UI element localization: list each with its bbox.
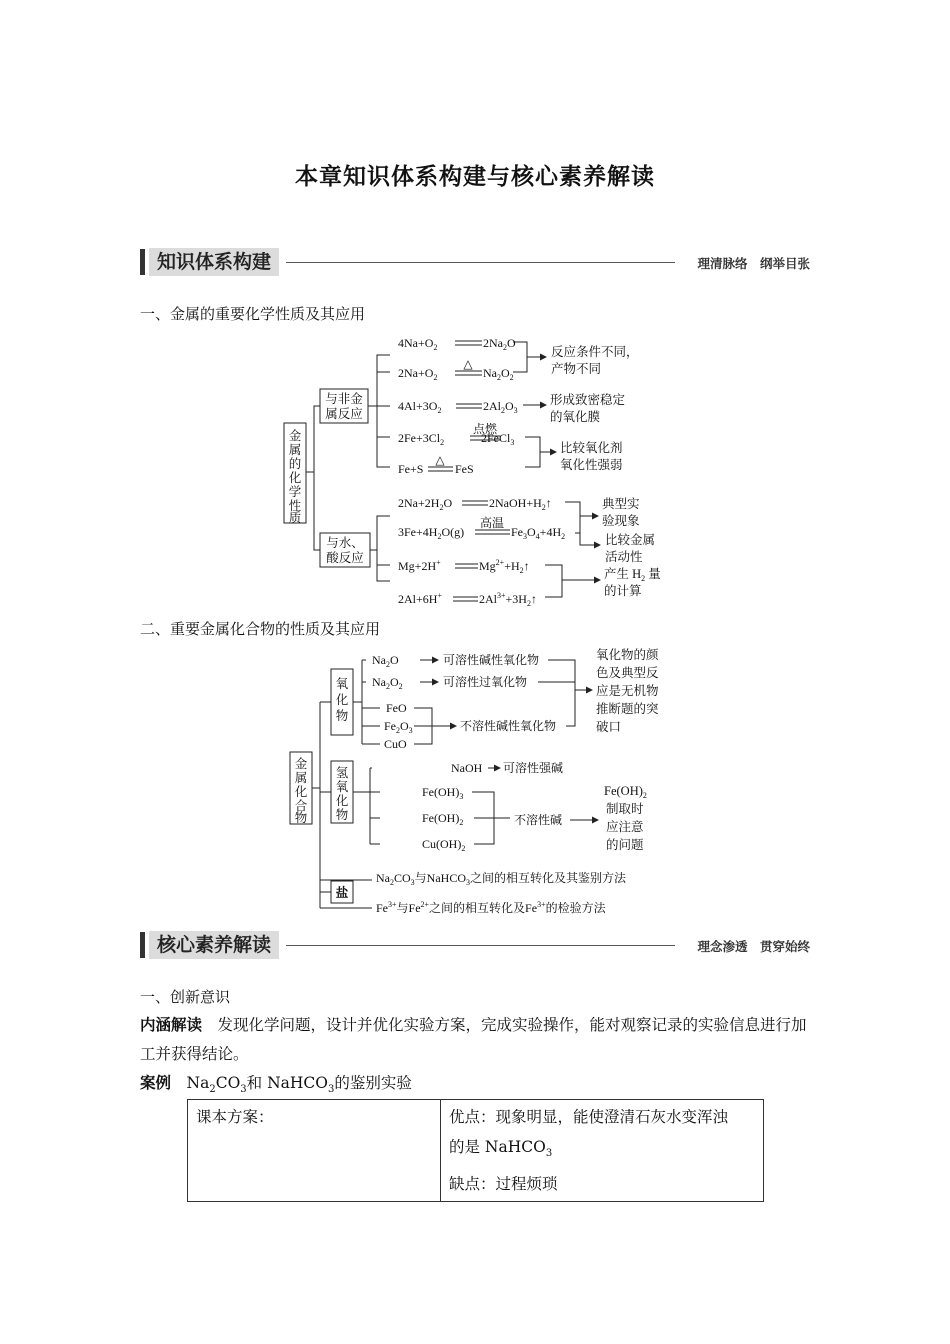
root-char: 金 [294, 757, 308, 771]
equation-fe-steam: $3Fe+4H_2O(g)$ $Fe_3O_4+4H_2$ [398, 525, 566, 541]
section-marker [140, 249, 145, 275]
water-acid-label: 酸反应 [326, 551, 364, 565]
nonmetal-label: 与非金 [325, 392, 363, 406]
note-hydrogen-amount: 产生 $H_2$ 量 [604, 567, 661, 583]
feoh2-note: 的问题 [606, 838, 644, 852]
salt-label: 盐 [335, 886, 349, 900]
section-marker [140, 932, 145, 958]
condition-high-temp: 高温 [479, 516, 505, 530]
metal-properties-diagram [270, 330, 690, 610]
section-label: 知识体系构建 [149, 248, 279, 276]
section-label: 核心素养解读 [149, 931, 279, 959]
naoh-formula: NaOH [451, 761, 483, 775]
root-char: 合 [294, 799, 308, 813]
section-motto: 理清脉络 纲举目张 [697, 256, 810, 271]
feoh2-note-formula: $Fe(OH)_2$ [604, 784, 647, 800]
connotation-text: 发现化学问题，设计并优化实验方案，完成实验操作，能对观察记录的实验信息进行加工并获得结论。 [140, 1016, 807, 1063]
equation-fe-cl2: $2Fe+3Cl_2$ 2FeCl$_3$ [398, 431, 515, 447]
root-char: 物 [294, 811, 308, 825]
hydroxide-char: 物 [335, 808, 349, 822]
oxide-note: 破口 [596, 720, 622, 734]
equation-mg-acid: Mg+2H+ $Mg^{2+}+H_2↑$ [398, 558, 530, 575]
cuo-formula: CuO [384, 737, 407, 751]
advantage-text: 优点：现象明显，能使澄清石灰水变浑浊 [449, 1108, 729, 1126]
section-motto: 理念渗透 贯穿始终 [697, 939, 810, 954]
note-oxide-film: 形成致密稳定 [550, 393, 626, 407]
root-char: 学 [288, 485, 302, 499]
table-cell-left: 课本方案： [188, 1100, 441, 1202]
section-rule [286, 945, 675, 946]
na2o2-description: 可溶性过氧化物 [443, 675, 528, 689]
oxide-note: 应是无机物 [596, 684, 659, 698]
oxide-note: 推断题的突 [596, 702, 659, 716]
fe2o3-formula: $Fe_2O_3$ [384, 719, 413, 735]
condition-heat: △ [463, 357, 473, 371]
section-header-literacy [140, 931, 810, 961]
cuoh2-formula: $Cu(OH)_2$ [422, 837, 466, 853]
equation-na-water: $2Na+2H_2O$ $2NaOH+H_2↑$ [398, 496, 552, 512]
connotation-lead: 内涵解读 [140, 1016, 203, 1034]
feo-formula: FeO [386, 701, 407, 715]
equation-na-o2: $4Na+O_2$ $2Na_2O$ [398, 336, 516, 352]
na2o-formula: $Na_2O$ [372, 653, 399, 669]
nonmetal-label: 属反应 [325, 407, 363, 421]
note-phenomenon: 典型实 [602, 497, 640, 511]
feoh3-formula: $Fe(OH)_3$ [422, 785, 464, 801]
salt-item-iron-ions: $Fe^{3+}$与$Fe^{2+}$之间的相互转化及$Fe^{3+}$的检验方法 [376, 900, 606, 915]
advantage-text-cont: 的是 NaHCO$_3$ [449, 1138, 553, 1160]
condition-ignite: 点燃 [472, 422, 498, 436]
salt-item-carbonate: $Na_2CO_3$与NaHCO$_3$之间的相互转化及其鉴别方法 [376, 871, 627, 887]
hydroxide-char: 氧 [335, 780, 349, 794]
page-title: 本章知识体系构建与核心素养解读 [295, 164, 655, 190]
root-char: 化 [294, 785, 308, 799]
equation-al-o2: $4Al+3O_2$ $2Al_2O_3$ [398, 399, 518, 415]
case-lead: 案例 [140, 1074, 172, 1092]
section-rule [286, 262, 675, 263]
case-line: 案例 $Na_2CO_3$和 NaHCO$_3$的鉴别实验 [140, 1074, 412, 1096]
root-char: 质 [288, 511, 302, 525]
water-acid-label: 与水、 [326, 536, 364, 550]
hydroxide-char: 氢 [335, 766, 349, 780]
naoh-description: 可溶性强碱 [503, 761, 564, 775]
note-phenomenon: 验现象 [602, 514, 640, 528]
root-char: 的 [288, 457, 302, 471]
part2-heading: 二、重要金属化合物的性质及其应用 [140, 620, 381, 638]
note-calculation: 的计算 [604, 584, 642, 598]
oxide-char: 物 [335, 709, 349, 723]
equation-al-acid: 2Al+6H+ $2Al^{3+}+3H_2↑$ [398, 591, 537, 608]
hydroxide-char: 化 [335, 794, 349, 808]
condition-heat: △ [435, 453, 445, 467]
section-header-knowledge [140, 248, 810, 278]
insoluble-base-label: 不溶性碱 [514, 813, 563, 827]
oxide-char: 氧 [335, 677, 349, 691]
oxide-char: 化 [335, 693, 349, 707]
table-cell-right [441, 1100, 764, 1202]
equation-na-o2-heat: $2Na+O_2$ $Na_2O_2$ [398, 366, 514, 382]
note-oxidizer: 比较氧化剂 [560, 441, 623, 455]
note-oxide-film: 的氧化膜 [550, 410, 601, 424]
table-row [188, 1100, 764, 1202]
part3-heading: 一、创新意识 [140, 988, 231, 1006]
note-activity: 比较金属 [605, 533, 656, 547]
disadvantage-text: 缺点：过程烦琐 [449, 1175, 558, 1194]
feoh2-note: 制取时 [606, 802, 644, 816]
connotation-paragraph [140, 1011, 812, 1069]
equation-fe-s: Fe+S FeS [398, 462, 474, 476]
root-char: 性 [288, 499, 302, 513]
case-table [187, 1099, 764, 1202]
note-oxidizer: 氧化性强弱 [560, 458, 623, 472]
note-conditions: 反应条件不同， [551, 345, 639, 359]
insoluble-oxide-label: 不溶性碱性氧化物 [460, 719, 557, 733]
metal-compounds-diagram [280, 640, 680, 920]
na2o-description: 可溶性碱性氧化物 [443, 653, 540, 667]
feoh2-formula: $Fe(OH)_2$ [422, 811, 464, 827]
part1-heading: 一、金属的重要化学性质及其应用 [140, 305, 366, 323]
note-conditions: 产物不同 [551, 362, 602, 376]
root-char: 金 [288, 429, 302, 443]
oxide-note: 氧化物的颜 [596, 648, 659, 662]
note-activity: 活动性 [605, 550, 643, 564]
root-char: 属 [294, 771, 308, 785]
feoh2-note: 应注意 [606, 820, 644, 834]
na2o2-formula: $Na_2O_2$ [372, 675, 403, 691]
root-char: 属 [288, 443, 302, 457]
oxide-note: 色及典型反 [596, 666, 659, 680]
root-char: 化 [288, 471, 302, 485]
